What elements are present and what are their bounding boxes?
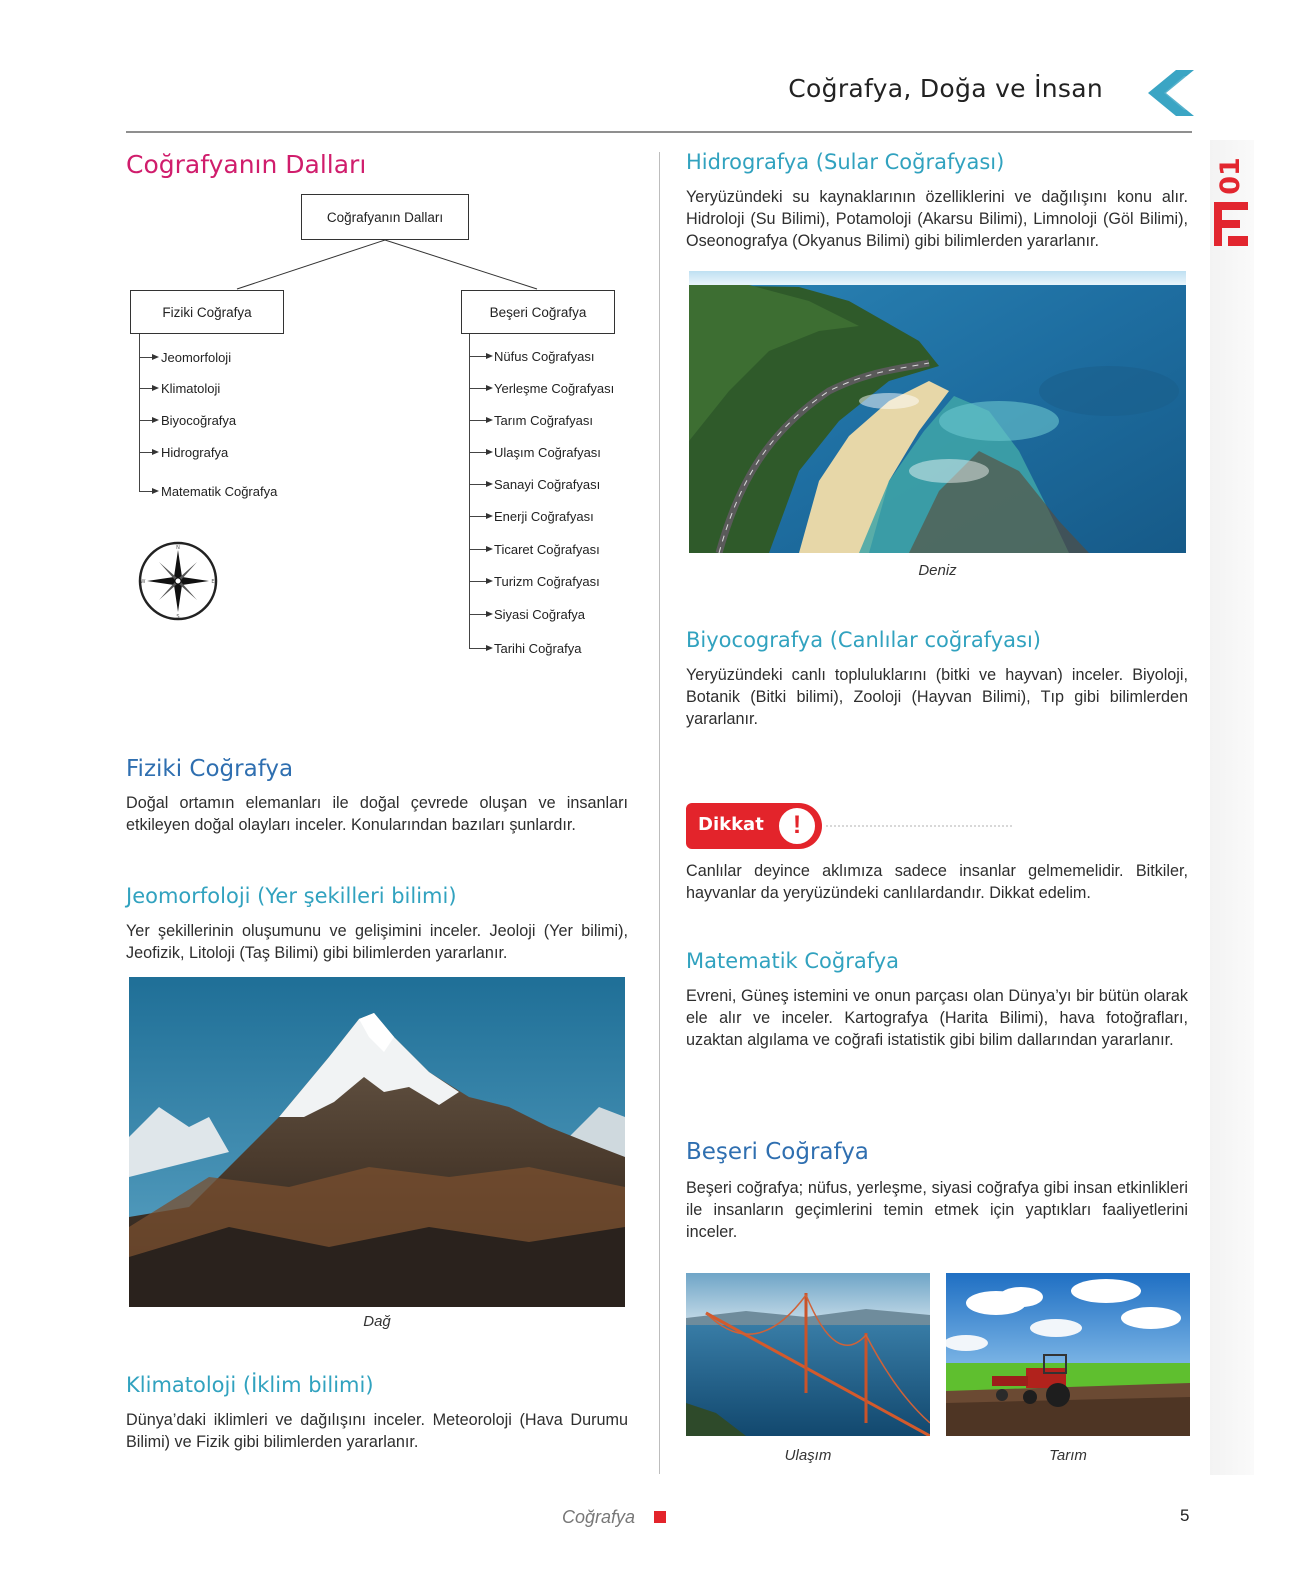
tree-item-physical: Klimatoloji	[161, 381, 221, 396]
tree-branch-line	[139, 357, 153, 358]
caption-agriculture: Tarım	[1049, 1447, 1087, 1464]
tree-item-physical: Hidrografya	[161, 445, 229, 460]
arrow-right-icon	[486, 645, 493, 651]
tree-item-human: Siyasi Coğrafya	[494, 607, 586, 622]
header-divider	[126, 131, 1192, 133]
heading-climatology: Klimatoloji (İklim bilimi)	[126, 1373, 374, 1397]
arrow-right-icon	[152, 449, 159, 455]
arrow-right-icon	[152, 354, 159, 360]
tree-box-physical-label: Fiziki Coğrafya	[162, 304, 252, 320]
tree-item-human: Ulaşım Coğrafyası	[494, 445, 601, 460]
heading-hydrography: Hidrografya (Sular Coğrafyası)	[686, 150, 1005, 174]
arrow-right-icon	[486, 611, 493, 617]
chevron-left-icon	[1148, 70, 1196, 116]
heading-human-geography: Beşeri Coğrafya	[686, 1139, 869, 1165]
tree-box-human	[461, 290, 615, 334]
sea-photo	[689, 271, 1186, 553]
heading-biogeography: Biyocografya (Canlılar coğrafyası)	[686, 628, 1041, 652]
compass-north-label: N	[176, 545, 180, 551]
arrow-right-icon	[486, 449, 493, 455]
heading-geomorphology: Jeomorfoloji (Yer şekilleri bilimi)	[126, 884, 457, 908]
caption-transport: Ulaşım	[784, 1447, 832, 1464]
page-header-title: Coğrafya, Doğa ve İnsan	[788, 74, 1103, 103]
compass-east-label: E	[211, 579, 215, 585]
caption-sea: Deniz	[918, 562, 957, 579]
compass-west-label: W	[140, 579, 146, 585]
bridge-photo	[686, 1273, 930, 1436]
tree-branch-line	[139, 388, 153, 389]
arrow-right-icon	[486, 513, 493, 519]
footer-square-icon	[654, 1511, 666, 1523]
tree-item-human: Tarihi Coğrafya	[494, 641, 582, 656]
heading-mathematical-geography: Matematik Coğrafya	[686, 949, 900, 973]
heading-physical-geography: Fiziki Coğrafya	[126, 756, 294, 782]
tractor-photo	[946, 1273, 1190, 1436]
tree-item-human: Sanayi Coğrafyası	[494, 477, 601, 492]
tree-item-physical: Matematik Coğrafya	[161, 484, 278, 499]
page-number: 5	[1180, 1506, 1190, 1525]
compass-rose-icon	[137, 540, 219, 622]
arrow-right-icon	[152, 488, 159, 494]
tree-connector-lines	[230, 240, 550, 290]
tree-box-physical	[130, 290, 284, 334]
tree-branch-line	[139, 420, 153, 421]
tree-item-human: Tarım Coğrafyası	[494, 413, 593, 428]
tree-item-human: Ticaret Coğrafyası	[494, 542, 600, 557]
text-geomorphology: Yer şekillerinin oluşumunu ve gelişimini inceler. Jeoloji (Yer bilimi), Jeofizik, Litoloji (Taş Bilimi) gibi bilimlerden yararlanır.	[126, 922, 628, 962]
exclamation-icon: !	[776, 805, 818, 847]
tree-item-human: Yerleşme Coğrafyası	[494, 381, 615, 396]
text-human-geography: Beşeri coğrafya; nüfus, yerleşme, siyasi coğrafya gibi insan etkinlikleri ile insanların geçimlerini temin etmek için yaptıkları faaliyetlerini inceler.	[686, 1179, 1188, 1241]
text-physical-geography: Doğal ortamın elemanları ile doğal çevrede oluşan ve insanları etkileyen doğal olayları inceler. Konularından bazıları şunlardır.	[126, 794, 628, 834]
footer-subject: Coğrafya	[562, 1507, 636, 1527]
text-dikkat: Canlılar deyince aklımıza sadece insanlar gelmemelidir. Bitkiler, hayvanlar da yeryüzündeki canlılardandır. Dikkat edelim.	[686, 862, 1188, 902]
tree-box-human-label: Beşeri Coğrafya	[489, 304, 587, 320]
dikkat-dotted-line	[826, 825, 1012, 827]
tree-item-human: Turizm Coğrafyası	[494, 574, 600, 589]
tree-branch-line	[139, 491, 153, 492]
section-title-branches: Coğrafyanın Dalları	[126, 150, 367, 179]
arrow-right-icon	[486, 385, 493, 391]
arrow-right-icon	[486, 546, 493, 552]
text-mathematical-geography: Evreni, Güneş istemini ve onun parçası olan Dünya’yı bir bütün olarak ele alır ve inceler. Kartografya (Harita Bilimi), hava fotoğrafları, uzaktan algılama ve coğrafi istatistik gibi bilim dallarından yararlanır.	[686, 987, 1188, 1049]
tree-root-label: Coğrafyanın Dalları	[326, 209, 444, 225]
column-divider	[659, 152, 660, 1474]
text-climatology: Dünya’daki iklimleri ve dağılışını inceler. Meteoroloji (Hava Durumu Bilimi) ve Fizik gibi bilimlerden yararlanır.	[126, 1411, 628, 1451]
text-biogeography: Yeryüzündeki canlı topluluklarını (bitki ve hayvan) inceler. Biyoloji, Botanik (Bitki bilimi), Zooloji (Hayvan Bilimi), Tıp gibi bilimlerden yararlanır.	[686, 666, 1188, 728]
tree-item-human: Enerji Coğrafyası	[494, 509, 594, 524]
text-hydrography: Yeryüzündeki su kaynaklarının özelliklerini ve dağılışını konu alır. Hidroloji (Su Bilimi), Potamoloji (Akarsu Bilimi), Limnoloji (Göl Bilimi), Oseonografya (Okyanus Bilimi) gibi bilimlerden yararlanır.	[686, 188, 1188, 250]
arrow-right-icon	[486, 353, 493, 359]
arrow-right-icon	[152, 385, 159, 391]
side-strip	[1210, 140, 1254, 1475]
tree-right-trunk	[469, 334, 470, 649]
compass-south-label: S	[176, 614, 180, 620]
caption-mountain: Dağ	[363, 1313, 391, 1330]
dikkat-label: Dikkat	[698, 814, 764, 835]
chapter-number: 01	[1215, 157, 1246, 195]
mountain-photo	[129, 977, 625, 1307]
tree-root-box	[301, 194, 469, 240]
tree-item-physical: Biyocoğrafya	[161, 413, 237, 428]
arrow-right-icon	[486, 578, 493, 584]
tree-branch-line	[139, 452, 153, 453]
tree-item-human: Nüfus Coğrafyası	[494, 349, 595, 364]
arrow-right-icon	[486, 417, 493, 423]
tree-item-physical: Jeomorfoloji	[161, 350, 232, 365]
arrow-right-icon	[486, 481, 493, 487]
arrow-right-icon	[152, 417, 159, 423]
